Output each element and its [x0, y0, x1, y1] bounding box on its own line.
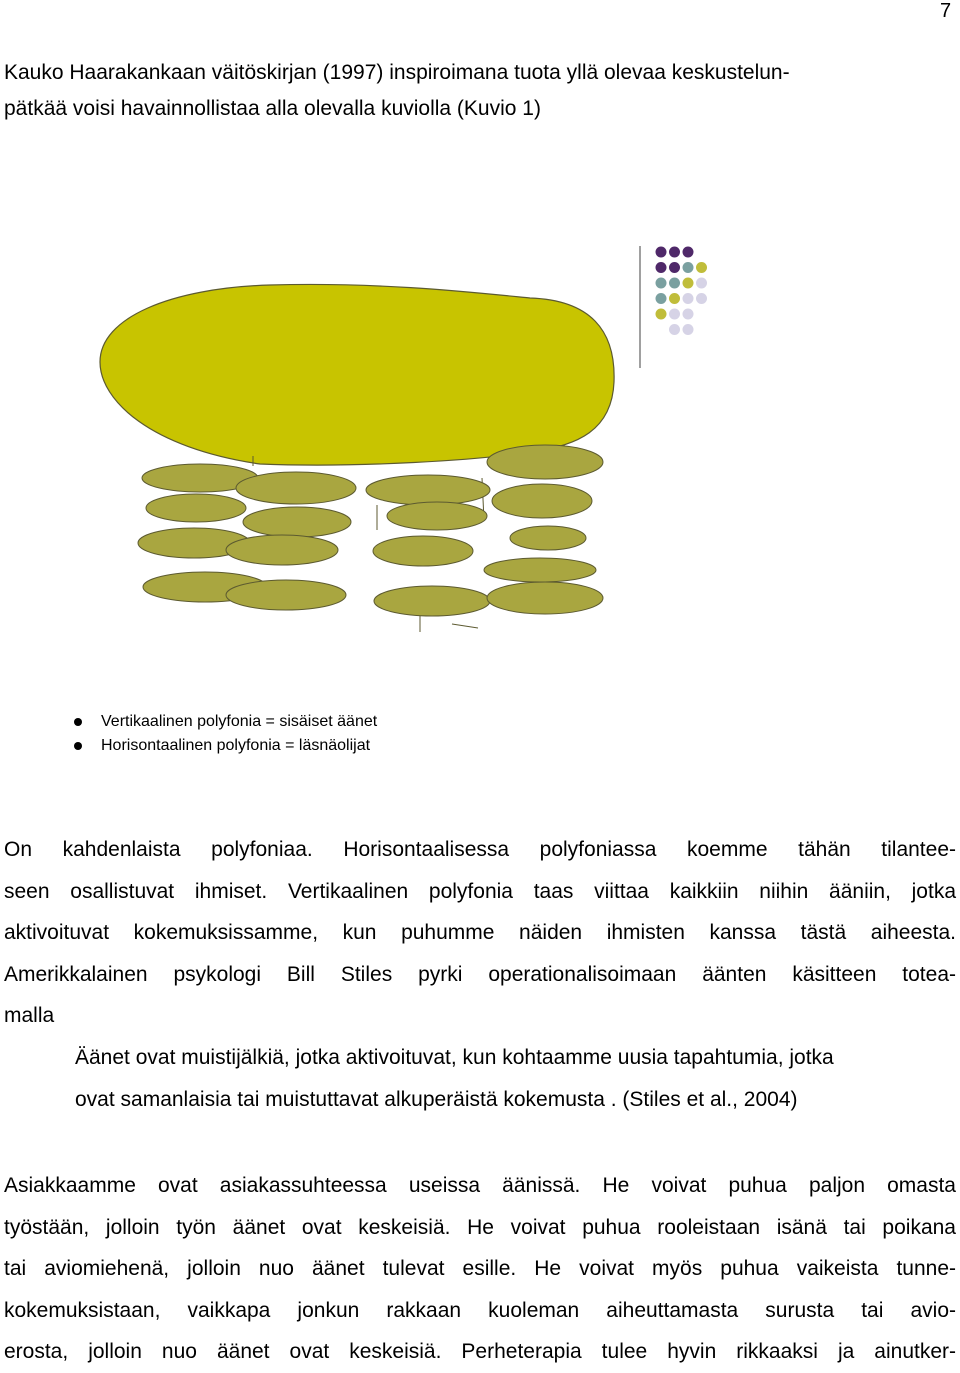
quote-line: Äänet ovat muistijälkiä, jotka aktivoituvat, kun kohtaamme uusia tapahtumia, jotka	[75, 1046, 834, 1069]
voice-bubble	[387, 502, 487, 530]
intro-line: pätkää voisi havainnollistaa alla olevalla kuviolla (Kuvio 1)	[4, 97, 541, 120]
decor-dot	[669, 324, 680, 335]
decor-dot	[656, 293, 667, 304]
bullet-list	[74, 710, 377, 758]
connector-line	[452, 624, 478, 628]
stiles-quote	[75, 1037, 955, 1121]
decor-dot	[656, 278, 667, 289]
paragraph-clients	[4, 1165, 956, 1373]
decor-dot	[696, 278, 707, 289]
voice-bubble	[226, 580, 346, 610]
voice-bubble	[373, 536, 473, 566]
text-line: Amerikkalainen psykologi Bill Stiles pyrki operationalisoimaan äänten käsitteen totea-	[4, 962, 956, 986]
horizontal-voices-ellipse	[100, 284, 614, 465]
decorative-dot-grid	[656, 247, 708, 336]
decor-dot	[696, 293, 707, 304]
text-line: aktivoituvat kokemuksissamme, kun puhumme näiden ihmisten kanssa tästä aiheesta.	[4, 921, 956, 944]
decor-dot	[656, 262, 667, 273]
decor-dot	[656, 247, 667, 258]
decor-dot	[683, 293, 694, 304]
text-line: Asiakkaamme ovat asiakassuhteessa useissa äänissä. He voivat puhua paljon omasta	[4, 1174, 956, 1197]
decor-dot	[683, 247, 694, 258]
voice-bubble	[146, 494, 246, 522]
page-number: 7	[940, 0, 952, 22]
text-line: seen osallistuvat ihmiset. Vertikaalinen polyfonia taas viittaa kaikkiin niihin ääniin, jotka	[4, 879, 956, 903]
text-line: erosta, jolloin nuo äänet ovat keskeisiä. Perheterapia tulee hyvin rikkaaksi ja ainutker-	[4, 1340, 956, 1363]
decor-dot	[683, 309, 694, 320]
decor-dot	[656, 309, 667, 320]
paragraph-polyphony	[4, 829, 956, 1037]
voice-bubble	[487, 582, 603, 614]
decor-dot	[683, 262, 694, 273]
decor-dot	[669, 293, 680, 304]
text-line: malla	[4, 1004, 55, 1027]
decor-dot	[669, 262, 680, 273]
text-line: On kahdenlaista polyfoniaa. Horisontaalisessa polyfoniassa koemme tähän tilantee-	[4, 838, 956, 861]
decor-dot	[669, 247, 680, 258]
middle-voice-group	[366, 475, 490, 616]
voice-bubble	[236, 472, 356, 504]
voice-bubble	[243, 507, 351, 537]
intro-line: Kauko Haarakankaan väitöskirjan (1997) inspiroimana tuota yllä olevaa keskustelun-	[4, 61, 790, 84]
decor-dot	[683, 278, 694, 289]
text-line: tai aviomiehenä, jolloin nuo äänet tulevat esille. He voivat myös puhua vaikeista tunne-	[4, 1257, 956, 1280]
voice-bubble	[366, 475, 490, 505]
voice-bubble	[487, 445, 603, 479]
voice-bubble	[226, 535, 338, 565]
left-voice-group	[138, 464, 356, 610]
text-line: kokemuksistaan, vaikkapa jonkun rakkaan kuoleman aiheuttamasta surusta tai avio-	[4, 1298, 956, 1322]
voice-bubble	[492, 484, 592, 518]
voice-bubble	[374, 586, 490, 616]
decor-dot	[696, 262, 707, 273]
right-voice-group	[484, 445, 603, 614]
voice-bubble	[484, 558, 596, 582]
text-line: työstään, jolloin työn äänet ovat keskeisiä. He voivat puhua rooleistaan isänä tai poikana	[4, 1215, 956, 1239]
bullet-item: Vertikaalinen polyfonia = sisäiset äänet	[74, 710, 377, 734]
decor-dot	[669, 309, 680, 320]
bullet-item: Horisontaalinen polyfonia = läsnäolijat	[74, 734, 377, 758]
decor-dot	[683, 324, 694, 335]
decor-dot	[669, 278, 680, 289]
voice-bubble	[510, 526, 586, 550]
quote-line: ovat samanlaisia tai muistuttavat alkuperäistä kokemusta . (Stiles et al., 2004)	[75, 1088, 798, 1111]
